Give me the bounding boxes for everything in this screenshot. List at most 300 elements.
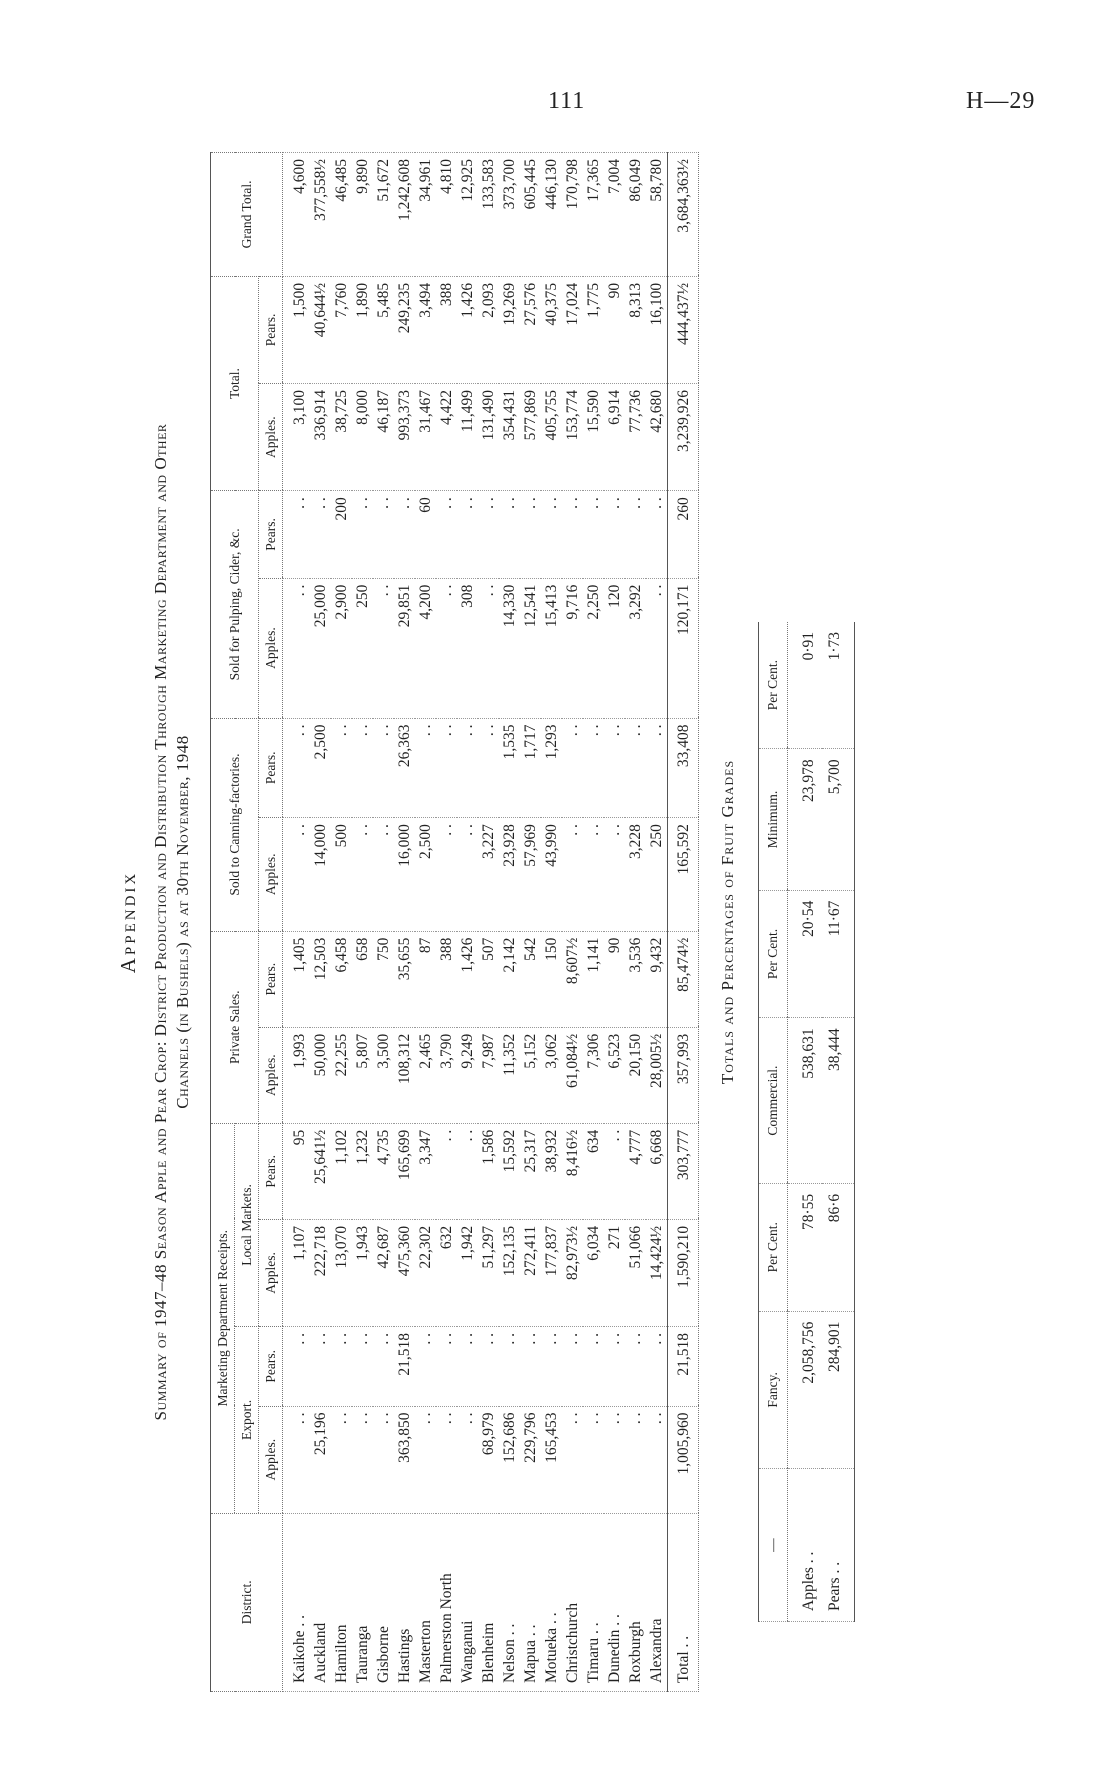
cell-pul-p: . . xyxy=(541,491,562,578)
table-title-line-2: Channels (in Bushels) as at 30th November, 1948 xyxy=(173,735,192,1109)
cell-pul-a: . . xyxy=(646,578,668,718)
cell-exp-p: . . xyxy=(478,1327,499,1406)
cell-district: Auckland xyxy=(310,1513,331,1691)
grades-cell: 1·73 xyxy=(822,622,855,749)
cell-pul-p: . . xyxy=(457,491,478,578)
cell-prv-a: 11,352 xyxy=(499,1027,520,1123)
grades-header: Minimum. xyxy=(759,749,788,890)
cell-exp-p: . . xyxy=(436,1327,457,1406)
grades-cell: 23,978 xyxy=(788,749,823,890)
cell-exp-p: . . xyxy=(457,1327,478,1406)
cell-prv-p: 3,536 xyxy=(625,931,646,1027)
grades-cell: 78·55 xyxy=(788,1183,823,1311)
cell-grand: 86,049 xyxy=(625,153,646,277)
cell-prv-a: 6,523 xyxy=(604,1027,625,1123)
header-district: District. xyxy=(211,1513,283,1691)
cell-district: Alexandra xyxy=(646,1513,668,1691)
cell-grand: 377,558½ xyxy=(310,153,331,277)
cell-tot-p: 5,485 xyxy=(373,276,394,383)
cell-grand: 170,798 xyxy=(562,153,583,277)
cell-tot-a: 8,000 xyxy=(352,384,373,491)
cell-loc-a: 51,297 xyxy=(478,1219,499,1326)
cell-loc-p: 4,735 xyxy=(373,1123,394,1219)
cell-exp-p: . . xyxy=(646,1327,668,1406)
cell-can-p: 26,363 xyxy=(394,718,415,818)
cell-pul-a: 9,716 xyxy=(562,578,583,718)
cell-loc-a: 222,718 xyxy=(310,1219,331,1326)
table-row xyxy=(394,153,415,1692)
table-row xyxy=(310,153,331,1692)
cell-pul-a: 3,292 xyxy=(625,578,646,718)
grades-title: Totals and Percentages of Fruit Grades xyxy=(718,759,737,1085)
header-apples: Apples. xyxy=(259,818,283,931)
cell-loc-p: 8,416½ xyxy=(562,1123,583,1219)
cell-can-a: 23,928 xyxy=(499,818,520,931)
cell-pul-a: 120,171 xyxy=(668,578,699,718)
grades-fruit-name: Pears . . xyxy=(822,1469,855,1622)
header-grand-total: Grand Total. xyxy=(211,153,283,277)
cell-pul-p: . . xyxy=(562,491,583,578)
cell-district: Timaru . . xyxy=(583,1513,604,1691)
cell-tot-p: 40,375 xyxy=(541,276,562,383)
cell-pul-p: 200 xyxy=(331,491,352,578)
table-title xyxy=(150,152,194,1692)
cell-prv-a: 108,312 xyxy=(394,1027,415,1123)
cell-pul-p: . . xyxy=(373,491,394,578)
header-pears: Pears. xyxy=(259,931,283,1027)
cell-loc-a: 13,070 xyxy=(331,1219,352,1326)
cell-exp-a: 165,453 xyxy=(541,1406,562,1513)
cell-prv-a: 50,000 xyxy=(310,1027,331,1123)
cell-can-p: 1,535 xyxy=(499,718,520,818)
grades-row xyxy=(822,622,855,1622)
cell-prv-p: 6,458 xyxy=(331,931,352,1027)
cell-loc-p: 25,641½ xyxy=(310,1123,331,1219)
cell-pul-p: . . xyxy=(436,491,457,578)
cell-loc-p: 1,232 xyxy=(352,1123,373,1219)
cell-can-a: 14,000 xyxy=(310,818,331,931)
cell-tot-a: 354,431 xyxy=(499,384,520,491)
summary-table xyxy=(210,152,699,1692)
table-row xyxy=(373,153,394,1692)
cell-can-a: 165,592 xyxy=(668,818,699,931)
table-row xyxy=(625,153,646,1692)
cell-can-a: . . xyxy=(562,818,583,931)
cell-exp-p: . . xyxy=(310,1327,331,1406)
cell-loc-p: 95 xyxy=(283,1123,311,1219)
cell-exp-a: 229,796 xyxy=(520,1406,541,1513)
cell-exp-p: . . xyxy=(352,1327,373,1406)
cell-tot-p: 1,500 xyxy=(283,276,311,383)
cell-exp-p: . . xyxy=(415,1327,436,1406)
cell-exp-a: . . xyxy=(583,1406,604,1513)
cell-tot-p: 7,760 xyxy=(331,276,352,383)
cell-prv-p: 87 xyxy=(415,931,436,1027)
cell-tot-p: 3,494 xyxy=(415,276,436,383)
cell-can-p: . . xyxy=(457,718,478,818)
header-canning: Sold to Canning-factories. xyxy=(211,718,259,931)
cell-can-p: . . xyxy=(331,718,352,818)
cell-grand: 4,600 xyxy=(283,153,311,277)
header-pears: Pears. xyxy=(259,718,283,818)
cell-district: Kaikohe . . xyxy=(283,1513,311,1691)
cell-prv-p: 150 xyxy=(541,931,562,1027)
cell-prv-p: 35,655 xyxy=(394,931,415,1027)
cell-can-a: . . xyxy=(457,818,478,931)
cell-can-p: 33,408 xyxy=(668,718,699,818)
cell-pul-p: . . xyxy=(310,491,331,578)
cell-grand: 605,445 xyxy=(520,153,541,277)
cell-loc-p: 165,699 xyxy=(394,1123,415,1219)
grades-fruit-name: Apples . . xyxy=(788,1469,823,1622)
cell-pul-p: . . xyxy=(283,491,311,578)
cell-tot-a: 15,590 xyxy=(583,384,604,491)
cell-tot-a: 38,725 xyxy=(331,384,352,491)
cell-prv-p: 85,474½ xyxy=(668,931,699,1027)
cell-can-p: . . xyxy=(562,718,583,818)
cell-can-p: . . xyxy=(478,718,499,818)
cell-can-p: 1,293 xyxy=(541,718,562,818)
cell-tot-p: 16,100 xyxy=(646,276,668,383)
cell-can-p: 2,500 xyxy=(310,718,331,818)
table-row xyxy=(352,153,373,1692)
cell-pul-a: . . xyxy=(283,578,311,718)
cell-prv-a: 22,255 xyxy=(331,1027,352,1123)
cell-pul-a: 120 xyxy=(604,578,625,718)
header-apples: Apples. xyxy=(259,1406,283,1513)
cell-prv-a: 3,790 xyxy=(436,1027,457,1123)
cell-tot-a: 3,239,926 xyxy=(668,384,699,491)
cell-exp-p: . . xyxy=(625,1327,646,1406)
header-pears: Pears. xyxy=(259,276,283,383)
cell-grand: 9,890 xyxy=(352,153,373,277)
cell-pul-p: . . xyxy=(520,491,541,578)
cell-can-a: 2,500 xyxy=(415,818,436,931)
cell-pul-a: . . xyxy=(373,578,394,718)
cell-tot-p: 1,890 xyxy=(352,276,373,383)
cell-prv-a: 2,465 xyxy=(415,1027,436,1123)
cell-tot-a: 153,774 xyxy=(562,384,583,491)
cell-loc-a: 272,411 xyxy=(520,1219,541,1326)
header-local: Local Markets. xyxy=(235,1123,259,1326)
cell-tot-p: 388 xyxy=(436,276,457,383)
cell-pul-a: . . xyxy=(436,578,457,718)
cell-can-p: . . xyxy=(625,718,646,818)
cell-exp-p: . . xyxy=(499,1327,520,1406)
cell-tot-a: 336,914 xyxy=(310,384,331,491)
cell-prv-p: 1,405 xyxy=(283,931,311,1027)
cell-exp-p: 21,518 xyxy=(394,1327,415,1406)
table-row xyxy=(520,153,541,1692)
cell-exp-p: 21,518 xyxy=(668,1327,699,1406)
cell-prv-p: 2,142 xyxy=(499,931,520,1027)
cell-exp-a: . . xyxy=(604,1406,625,1513)
cell-tot-p: 27,576 xyxy=(520,276,541,383)
cell-tot-p: 249,235 xyxy=(394,276,415,383)
cell-pul-p: . . xyxy=(499,491,520,578)
cell-grand: 373,700 xyxy=(499,153,520,277)
cell-tot-a: 11,499 xyxy=(457,384,478,491)
cell-exp-p: . . xyxy=(541,1327,562,1406)
cell-grand: 3,684,363½ xyxy=(668,153,699,277)
cell-pul-p: . . xyxy=(646,491,668,578)
cell-prv-p: 542 xyxy=(520,931,541,1027)
cell-loc-a: 1,942 xyxy=(457,1219,478,1326)
cell-can-a: 500 xyxy=(331,818,352,931)
cell-district: Gisborne xyxy=(373,1513,394,1691)
cell-tot-a: 405,755 xyxy=(541,384,562,491)
cell-district: Hamilton xyxy=(331,1513,352,1691)
cell-district: Palmerston North xyxy=(436,1513,457,1691)
cell-exp-a: . . xyxy=(457,1406,478,1513)
cell-can-p: . . xyxy=(604,718,625,818)
header-apples: Apples. xyxy=(259,1027,283,1123)
cell-prv-p: 388 xyxy=(436,931,457,1027)
cell-loc-p: . . xyxy=(457,1123,478,1219)
table-row xyxy=(436,153,457,1692)
table-row xyxy=(499,153,520,1692)
cell-pul-a: 15,413 xyxy=(541,578,562,718)
header-apples: Apples. xyxy=(259,578,283,718)
cell-tot-a: 993,373 xyxy=(394,384,415,491)
cell-tot-a: 6,914 xyxy=(604,384,625,491)
cell-exp-a: 152,686 xyxy=(499,1406,520,1513)
grades-cell: 38,444 xyxy=(822,1018,855,1183)
cell-tot-a: 77,736 xyxy=(625,384,646,491)
cell-exp-p: . . xyxy=(331,1327,352,1406)
grades-cell: 20·54 xyxy=(788,890,823,1018)
cell-loc-a: 1,943 xyxy=(352,1219,373,1326)
cell-grand: 7,004 xyxy=(604,153,625,277)
table-row xyxy=(457,153,478,1692)
cell-exp-a: 68,979 xyxy=(478,1406,499,1513)
cell-loc-a: 271 xyxy=(604,1219,625,1326)
cell-grand: 446,130 xyxy=(541,153,562,277)
cell-loc-p: 634 xyxy=(583,1123,604,1219)
page-number: 111 xyxy=(548,88,586,114)
cell-pul-p: . . xyxy=(394,491,415,578)
total-row xyxy=(668,153,699,1692)
cell-prv-p: 750 xyxy=(373,931,394,1027)
cell-district: Roxburgh xyxy=(625,1513,646,1691)
cell-can-a: . . xyxy=(352,818,373,931)
cell-exp-a: 1,005,960 xyxy=(668,1406,699,1513)
cell-loc-a: 177,837 xyxy=(541,1219,562,1326)
cell-loc-a: 6,034 xyxy=(583,1219,604,1326)
cell-prv-a: 3,062 xyxy=(541,1027,562,1123)
cell-pul-p: 260 xyxy=(668,491,699,578)
cell-prv-a: 1,993 xyxy=(283,1027,311,1123)
header-pulping: Sold for Pulping, Cider, &c. xyxy=(211,491,259,718)
cell-district: Tauranga xyxy=(352,1513,373,1691)
cell-grand: 58,780 xyxy=(646,153,668,277)
grades-header: Per Cent. xyxy=(759,890,788,1018)
grades-header: Commercial. xyxy=(759,1018,788,1183)
cell-can-a: 3,227 xyxy=(478,818,499,931)
cell-can-a: 16,000 xyxy=(394,818,415,931)
cell-tot-p: 8,313 xyxy=(625,276,646,383)
cell-grand: 1,242,608 xyxy=(394,153,415,277)
cell-prv-a: 5,807 xyxy=(352,1027,373,1123)
grades-table xyxy=(758,622,855,1622)
header-marketing: Marketing Department Receipts. xyxy=(211,1123,235,1513)
cell-loc-a: 152,135 xyxy=(499,1219,520,1326)
cell-district: Dunedin . . xyxy=(604,1513,625,1691)
cell-tot-p: 40,644½ xyxy=(310,276,331,383)
cell-loc-a: 51,066 xyxy=(625,1219,646,1326)
cell-exp-p: . . xyxy=(604,1327,625,1406)
cell-pul-p: . . xyxy=(583,491,604,578)
table-row xyxy=(646,153,668,1692)
cell-loc-a: 82,973½ xyxy=(562,1219,583,1326)
cell-exp-a: . . xyxy=(331,1406,352,1513)
cell-can-a: 43,990 xyxy=(541,818,562,931)
cell-exp-a: . . xyxy=(415,1406,436,1513)
cell-can-a: . . xyxy=(283,818,311,931)
cell-can-p: . . xyxy=(352,718,373,818)
cell-prv-a: 61,084½ xyxy=(562,1027,583,1123)
cell-tot-p: 1,775 xyxy=(583,276,604,383)
cell-pul-p: 60 xyxy=(415,491,436,578)
cell-prv-a: 28,005½ xyxy=(646,1027,668,1123)
cell-loc-a: 475,360 xyxy=(394,1219,415,1326)
cell-grand: 34,961 xyxy=(415,153,436,277)
appendix-heading: Appendix xyxy=(116,870,140,974)
cell-district: Nelson . . xyxy=(499,1513,520,1691)
cell-exp-a: . . xyxy=(436,1406,457,1513)
cell-loc-p: 303,777 xyxy=(668,1123,699,1219)
cell-prv-p: 507 xyxy=(478,931,499,1027)
cell-can-a: . . xyxy=(373,818,394,931)
cell-can-p: . . xyxy=(373,718,394,818)
cell-exp-a: 363,850 xyxy=(394,1406,415,1513)
cell-grand: 133,583 xyxy=(478,153,499,277)
grades-header: Per Cent. xyxy=(759,1183,788,1311)
cell-exp-a: . . xyxy=(646,1406,668,1513)
table-row xyxy=(415,153,436,1692)
grades-cell: 11·67 xyxy=(822,890,855,1018)
cell-exp-a: . . xyxy=(352,1406,373,1513)
cell-pul-p: . . xyxy=(478,491,499,578)
grades-header: — xyxy=(759,1469,788,1622)
rotated-page-content xyxy=(110,152,1050,1692)
cell-prv-p: 90 xyxy=(604,931,625,1027)
cell-loc-p: 1,586 xyxy=(478,1123,499,1219)
cell-prv-a: 20,150 xyxy=(625,1027,646,1123)
cell-pul-a: 12,541 xyxy=(520,578,541,718)
cell-district: Mapua . . xyxy=(520,1513,541,1691)
table-row xyxy=(283,153,311,1692)
cell-can-p: . . xyxy=(436,718,457,818)
cell-exp-a: . . xyxy=(625,1406,646,1513)
cell-tot-p: 19,269 xyxy=(499,276,520,383)
cell-prv-a: 357,993 xyxy=(668,1027,699,1123)
cell-pul-a: . . xyxy=(478,578,499,718)
cell-pul-p: . . xyxy=(625,491,646,578)
cell-can-a: . . xyxy=(436,818,457,931)
header-export: Export. xyxy=(235,1327,259,1514)
table-row xyxy=(604,153,625,1692)
cell-prv-p: 9,432 xyxy=(646,931,668,1027)
cell-tot-a: 31,467 xyxy=(415,384,436,491)
cell-tot-a: 42,680 xyxy=(646,384,668,491)
header-apples: Apples. xyxy=(259,384,283,491)
cell-exp-p: . . xyxy=(283,1327,311,1406)
cell-loc-a: 42,687 xyxy=(373,1219,394,1326)
header-pears: Pears. xyxy=(259,1123,283,1219)
cell-loc-p: 15,592 xyxy=(499,1123,520,1219)
cell-loc-p: 6,668 xyxy=(646,1123,668,1219)
cell-prv-p: 8,607½ xyxy=(562,931,583,1027)
cell-pul-a: 2,900 xyxy=(331,578,352,718)
cell-prv-p: 1,426 xyxy=(457,931,478,1027)
grades-cell: 0·91 xyxy=(788,622,823,749)
cell-can-a: 3,228 xyxy=(625,818,646,931)
cell-district: Motueka . . xyxy=(541,1513,562,1691)
cell-can-p: . . xyxy=(646,718,668,818)
cell-prv-p: 658 xyxy=(352,931,373,1027)
table-row xyxy=(331,153,352,1692)
cell-exp-p: . . xyxy=(562,1327,583,1406)
cell-district: Christchurch xyxy=(562,1513,583,1691)
cell-exp-a: . . xyxy=(562,1406,583,1513)
grades-cell: 5,700 xyxy=(822,749,855,890)
cell-loc-p: . . xyxy=(436,1123,457,1219)
cell-grand: 46,485 xyxy=(331,153,352,277)
cell-tot-a: 577,869 xyxy=(520,384,541,491)
cell-tot-p: 17,024 xyxy=(562,276,583,383)
cell-prv-a: 3,500 xyxy=(373,1027,394,1123)
grades-row xyxy=(788,622,823,1622)
cell-can-p: 1,717 xyxy=(520,718,541,818)
cell-exp-a: . . xyxy=(373,1406,394,1513)
grades-header: Per Cent. xyxy=(759,622,788,749)
cell-exp-a: 25,196 xyxy=(310,1406,331,1513)
cell-pul-a: 2,250 xyxy=(583,578,604,718)
grades-header: Fancy. xyxy=(759,1311,788,1469)
cell-grand: 4,810 xyxy=(436,153,457,277)
cell-loc-a: 14,424½ xyxy=(646,1219,668,1326)
cell-tot-p: 1,426 xyxy=(457,276,478,383)
page-code: H—29 xyxy=(966,88,1036,114)
cell-tot-p: 90 xyxy=(604,276,625,383)
cell-exp-p: . . xyxy=(373,1327,394,1406)
table-title-line-1: Summary of 1947–48 Season Apple and Pear Crop: District Production and Distribution Through Marketing Department and Other xyxy=(151,423,170,1421)
header-apples: Apples. xyxy=(259,1219,283,1326)
cell-tot-a: 3,100 xyxy=(283,384,311,491)
header-total: Total. xyxy=(211,276,259,490)
cell-loc-p: 1,102 xyxy=(331,1123,352,1219)
cell-can-p: . . xyxy=(583,718,604,818)
cell-pul-a: 29,851 xyxy=(394,578,415,718)
cell-pul-a: 14,330 xyxy=(499,578,520,718)
cell-loc-a: 632 xyxy=(436,1219,457,1326)
cell-loc-p: 38,932 xyxy=(541,1123,562,1219)
cell-loc-p: 3,347 xyxy=(415,1123,436,1219)
cell-district: Masterton xyxy=(415,1513,436,1691)
cell-tot-a: 4,422 xyxy=(436,384,457,491)
cell-loc-a: 1,590,210 xyxy=(668,1219,699,1326)
cell-tot-p: 444,437½ xyxy=(668,276,699,383)
cell-pul-a: 4,200 xyxy=(415,578,436,718)
cell-grand: 12,925 xyxy=(457,153,478,277)
header-private: Private Sales. xyxy=(211,931,259,1123)
cell-prv-a: 5,152 xyxy=(520,1027,541,1123)
cell-can-a: 57,969 xyxy=(520,818,541,931)
cell-tot-a: 46,187 xyxy=(373,384,394,491)
header-pears: Pears. xyxy=(259,1327,283,1406)
cell-district: Hastings xyxy=(394,1513,415,1691)
